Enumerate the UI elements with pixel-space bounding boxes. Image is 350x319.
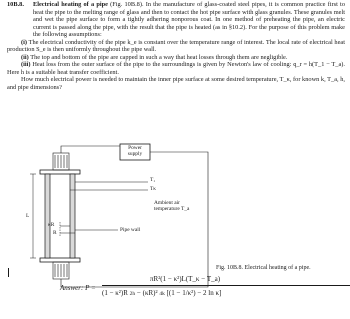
answer-numerator: πR²(1 − κ²)L(T_κ − T_a) <box>150 275 221 283</box>
pipe-wall-left <box>45 174 50 258</box>
answer-fraction-bar <box>102 285 350 286</box>
assumption-3-text: Heat loss from the outer surface of the pipe to the surroundings is given by Newton's law of cooling: q_r = h(T_1 − T_a). Here h is a suitable heat transfer coefficient. <box>7 61 345 76</box>
answer-denominator-right-sub: 4k <box>159 291 165 297</box>
problem-number: 10B.8. <box>7 1 24 8</box>
answer-bracket: [(1 − 1/κ²) − 2 ln κ] <box>166 289 222 297</box>
pipe-wall-label: Pipe wall <box>120 227 141 233</box>
assumption-1-label: (i) <box>21 38 27 46</box>
r-label: R <box>53 230 57 236</box>
top-flange <box>40 170 80 174</box>
answer-denominator: (1 − κ²)R 2h − (κR)² 4k [(1 − 1/κ²) − 2 ln κ] <box>102 289 222 297</box>
text-cursor <box>8 268 9 277</box>
pipe-wall-right <box>70 174 75 258</box>
problem-title: Electrical heating of a pipe <box>33 1 108 8</box>
tkappa-label: Tκ <box>150 186 157 192</box>
assumption-2-text: The top and bottom of the pipe are capped in such a way that heat losses through them are negligible. <box>30 53 288 61</box>
answer-label: Answer: P = <box>60 284 96 292</box>
wire-bottom <box>61 152 208 287</box>
top-coil <box>53 153 69 170</box>
t1-label: T₁ <box>150 177 156 183</box>
figure-caption: Fig. 10B.8. Electrical heating of a pipe. <box>216 265 311 271</box>
l-label: L <box>26 213 30 219</box>
ambient-label <box>154 200 189 212</box>
problem-question: How much electrical power is needed to maintain the inner pipe surface at some desired temperature, T_κ, for known k, T_a, h, and pipe dimensions? <box>7 76 345 92</box>
answer-denominator-right: (κR)² <box>142 289 158 297</box>
assumption-3-label: (iii) <box>21 61 31 69</box>
problem-intro: (Fig. 10B.8). In the manufacture of glass-coated steel pipes, it is common practice first to heat the pipe to the melting range of glass and then to contact the hot pipe surface with glass granules. These granules melt and wet the pipe surface to form a tightly adhering nonporous coat. In one method of preheating the pipe, an electric current is passed along the pipe, with the result that the pipe is heated (as in §10.2). For the purpose of this problem make the following assumptions: <box>33 1 345 39</box>
power-supply-label-line-1: Power <box>128 145 142 151</box>
bottom-coil <box>53 262 69 279</box>
ambient-label-line-2: temperature T_a <box>154 206 190 212</box>
bottom-flange <box>40 258 80 262</box>
kappa-r-label: κR <box>48 222 55 228</box>
answer-denominator-left-sub: 2h <box>129 291 136 297</box>
assumption-1-text: The electrical conductivity of the pipe k_e is constant over the temperature range of interest. The local rate of electrical heat production S_e is then uniformly throughout the pipe wall. <box>7 38 345 54</box>
power-supply-label-line-2: supply <box>127 151 143 157</box>
assumption-2-label: (ii) <box>21 53 29 61</box>
answer-denominator-left: (1 − κ²)R <box>102 289 128 297</box>
wire-top <box>61 146 120 153</box>
ambient-label-line-1: Ambient air <box>154 200 180 206</box>
power-supply-label <box>120 145 150 157</box>
